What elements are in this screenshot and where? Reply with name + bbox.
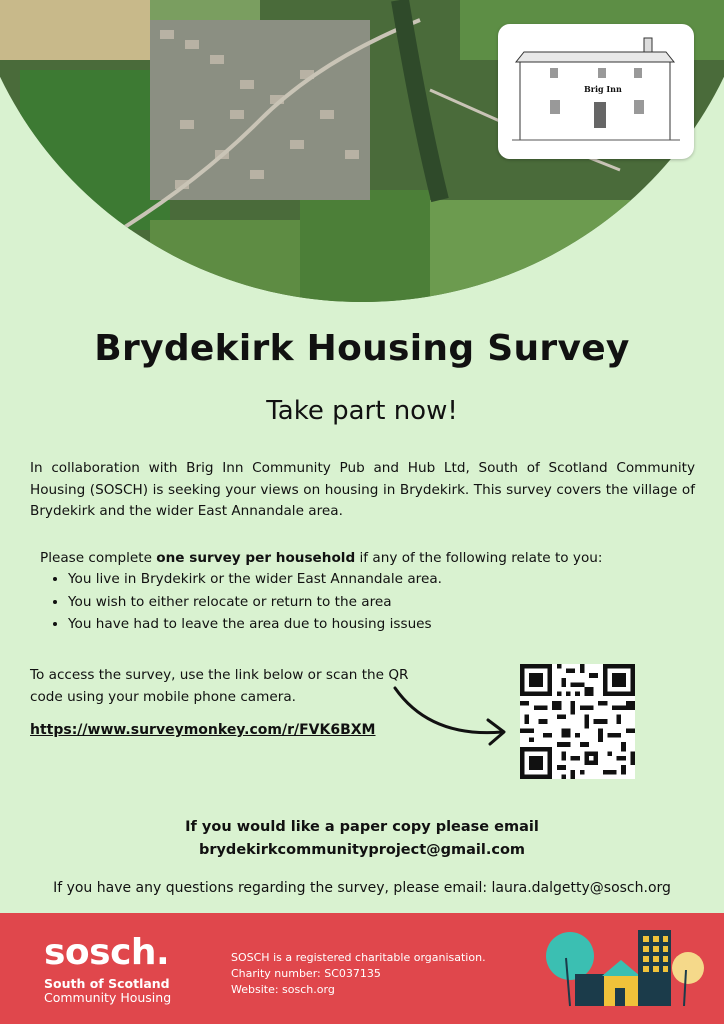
- intro-paragraph: In collaboration with Brig Inn Community Pub and Hub Ltd, South of Scotland Community Housing (SOSCH) is seeking your views on housing in Brydekirk. This survey covers the village of Brydekirk and the wider East Annandale area.: [30, 460, 695, 519]
- access-instructions: To access the survey, use the link below or scan the QR code using your mobile phone camera.: [30, 667, 409, 705]
- reasons-list: [50, 568, 688, 636]
- lead-before: Please complete: [40, 550, 157, 566]
- logo-subtitle-line2: Community Housing: [44, 990, 172, 1005]
- curved-arrow-icon: [390, 680, 515, 755]
- logo-subtitle-line1: South of Scotland: [44, 976, 170, 991]
- inn-sign-text: Brig Inn: [584, 84, 622, 94]
- sosch-logo-text: sosch.: [44, 932, 170, 973]
- paper-copy-email[interactable]: brydekirkcommunityproject@gmail.com: [198, 842, 526, 858]
- brig-inn-card: [498, 24, 694, 159]
- lead-bold: one survey per household: [156, 550, 356, 566]
- houses-illustration-icon: [538, 928, 708, 1008]
- survey-link[interactable]: https://www.surveymonkey.com/r/FVK6BXM: [30, 722, 376, 738]
- page-title: Brydekirk Housing Survey: [94, 328, 630, 369]
- page-subtitle: Take part now!: [266, 396, 458, 426]
- list-item: • You live in Brydekirk or the wider East Annandale area.: [68, 568, 688, 591]
- paper-copy-line1: If you would like a paper copy please email: [185, 819, 539, 835]
- lead-after: if any of the following relate to you:: [355, 550, 603, 566]
- charity-line: Website: sosch.org: [231, 983, 335, 996]
- charity-line: SOSCH is a registered charitable organisation.: [231, 951, 486, 964]
- list-item: • You wish to either relocate or return to the area: [68, 591, 688, 614]
- paper-copy-note: [0, 816, 724, 862]
- charity-line: Charity number: SC037135: [231, 967, 381, 980]
- questions-contact: If you have any questions regarding the survey, please email: laura.dalgetty@sosch.org: [53, 880, 671, 896]
- list-item: • You have had to leave the area due to housing issues: [68, 613, 688, 636]
- charity-info: [231, 950, 486, 998]
- lead-sentence: [40, 548, 690, 570]
- qr-code-icon[interactable]: [520, 664, 635, 779]
